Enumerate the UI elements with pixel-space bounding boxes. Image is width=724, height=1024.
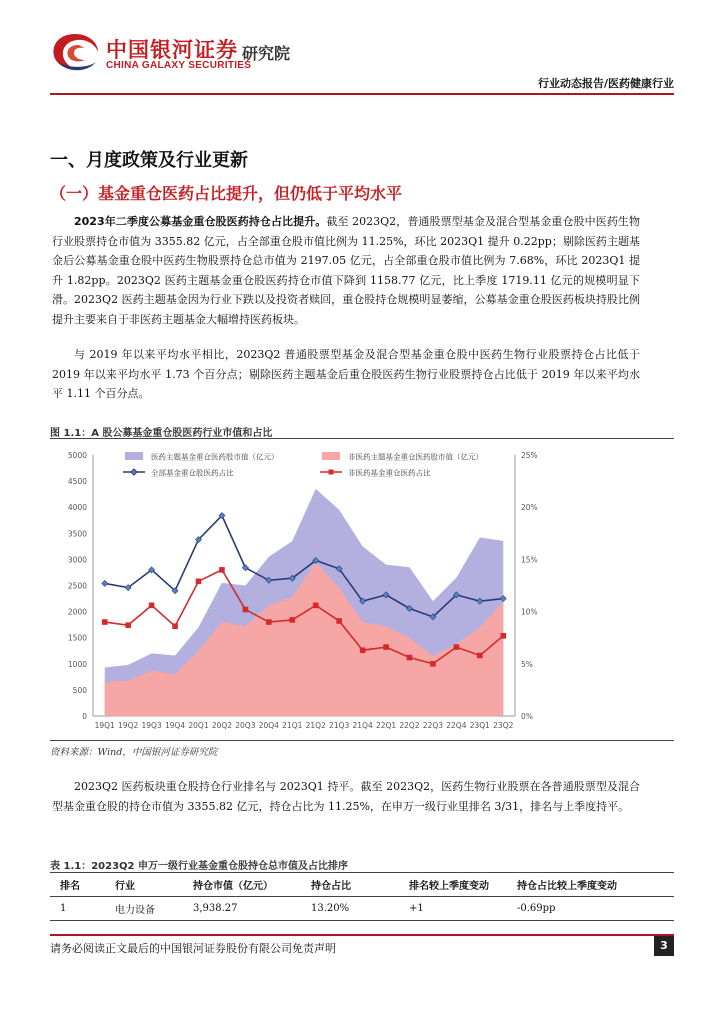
series-line-non-pharma-share-point xyxy=(102,619,108,625)
series-line-non-pharma-share-point xyxy=(149,603,155,609)
x-tick-label: 19Q1 xyxy=(94,721,115,730)
figure-caption: 图 1.1：A 股公募基金重仓股医药行业市值和占比 xyxy=(50,428,273,439)
series-line-non-pharma-share-point xyxy=(360,647,366,653)
x-tick-label: 22Q1 xyxy=(375,721,397,730)
y-left-tick-label: 5000 xyxy=(67,451,87,460)
logo-company-name: 中国银河证券 xyxy=(106,38,238,62)
y-right-tick-label: 10% xyxy=(521,607,538,617)
report-type-label: 行业动态报告/医药健康行业 xyxy=(537,77,674,90)
y-right-tick-label: 25% xyxy=(521,451,538,460)
y-right-tick-label: 5% xyxy=(521,659,533,669)
y-left-tick-label: 3000 xyxy=(67,555,87,565)
x-tick-label: 21Q2 xyxy=(305,721,326,730)
footer-divider xyxy=(50,934,674,936)
legend-label: 非医药基金重仓医药占比 xyxy=(348,468,431,478)
table-caption: 表 1.1：2023Q2 申万一级行业基金重仓股持仓总市值及占比排序 xyxy=(50,861,348,872)
galaxy-logo-icon xyxy=(48,30,102,74)
table-header-cell: 排名较上季度变动 xyxy=(409,873,517,897)
paragraph-3: 2023Q2 医药板块重仓股持仓行业排名与 2023Q1 持平。截至 2023Q2，医药生物行业股票在各普通股票型及混合型基金重仓股的持仓市值为 3355.82 亿元，持仓占比为 11.25%，在申万一级行业里排名 3/31，排名与上季度持平。 xyxy=(52,780,640,813)
y-left-tick-label: 4500 xyxy=(67,477,87,487)
x-tick-label: 21Q1 xyxy=(282,721,303,730)
series-line-non-pharma-share-point xyxy=(383,644,389,650)
x-tick-label: 20Q4 xyxy=(258,721,279,730)
table-header-cell: 持仓占比较上季度变动 xyxy=(517,873,674,897)
y-right-tick-label: 0% xyxy=(521,712,533,721)
series-line-non-pharma-share-point xyxy=(407,655,413,661)
y-left-tick-label: 1500 xyxy=(67,633,87,643)
table-cell: -0.69pp xyxy=(517,897,674,921)
x-tick-label: 19Q2 xyxy=(118,721,139,730)
fund-holdings-chart xyxy=(50,442,550,738)
logo-institute: 研究院 xyxy=(242,44,291,63)
paragraph-1-body: 截至 2023Q2，普通股票型基金及混合型基金重仓股中医药生物行业股票持仓市值为 3355.82 亿元，占全部重仓股市值比例为 11.25%，环比 2023Q1 提升 0.22pp；剔除医药主题基金后公募基金重仓股中医药生物股票持仓总市值为 2197.05 亿元，占全部重仓股市值比例为 7.68%，环比 2023Q1 提升 1.82pp。2023Q2 医药主题基金重仓股医药持仓市值下降到 1158.77 亿元，比上季度 1719.11 亿元的规模明显下滑。2023Q2 医药主题基金因为行业下跌以及投资者赎回，重仓股持仓规模明显萎缩，公募基金重仓股医药板块持股比例提升主要来自于非医药主题基金大幅增持医药板块。 xyxy=(52,215,640,326)
series-line-non-pharma-share-point xyxy=(500,633,506,639)
y-left-tick-label: 2500 xyxy=(67,581,87,591)
figure-rule xyxy=(50,438,674,439)
table-cell: 13.20% xyxy=(311,897,409,921)
series-line-non-pharma-share-point xyxy=(289,617,295,623)
series-line-non-pharma-share-point xyxy=(336,618,342,624)
paragraph-2: 与 2019 年以来平均水平相比，2023Q2 普通股票型基金及混合型基金重仓股中医药生物行业股票持仓占比低于 2019 年以来平均水平 1.73 个百分点；剔除医药主题基金后重仓股医药生物行业股票持仓占比低于 2019 年以来平均水平 1.11 个百分点。 xyxy=(52,348,640,400)
legend-label: 医药主题基金重仓医药股市值（亿元） xyxy=(151,452,279,462)
series-line-non-pharma-share-point xyxy=(454,644,460,650)
table-header-cell: 持仓占比 xyxy=(311,873,409,897)
legend-marker xyxy=(131,469,137,475)
legend-swatch xyxy=(322,452,340,460)
table-header-cell: 行业 xyxy=(115,873,193,897)
series-line-non-pharma-share-point xyxy=(313,603,319,609)
y-left-tick-label: 1000 xyxy=(67,659,87,669)
y-left-tick-label: 2000 xyxy=(67,607,87,617)
series-line-non-pharma-share-point xyxy=(196,579,202,585)
industry-ranking-table xyxy=(50,872,674,921)
table-header-row xyxy=(50,873,674,897)
series-line-all-funds-share-point xyxy=(102,580,108,586)
legend-swatch xyxy=(125,452,143,460)
table-cell: 电力设备 xyxy=(115,897,193,921)
table-cell: +1 xyxy=(409,897,517,921)
y-right-tick-label: 15% xyxy=(521,555,538,565)
x-tick-label: 20Q1 xyxy=(188,721,209,730)
series-line-non-pharma-share-point xyxy=(219,567,225,573)
table-header-cell: 排名 xyxy=(50,873,115,897)
legend-label: 非医药主题基金重仓医药股市值（亿元） xyxy=(348,452,483,462)
header-divider xyxy=(50,93,674,95)
x-tick-label: 22Q4 xyxy=(446,721,467,730)
figure-bottom-rule xyxy=(50,740,674,741)
x-tick-label: 23Q2 xyxy=(493,721,514,730)
x-tick-label: 23Q1 xyxy=(469,721,490,730)
legend-marker xyxy=(329,470,334,475)
paragraph-1 xyxy=(52,212,640,329)
x-tick-label: 21Q3 xyxy=(329,721,350,730)
section-subtitle: （一）基金重仓医药占比提升，但仍低于平均水平 xyxy=(50,184,403,203)
series-line-non-pharma-share-point xyxy=(172,623,178,629)
table-header-cell: 持仓市值（亿元） xyxy=(193,873,311,897)
table-row xyxy=(50,897,674,921)
x-tick-label: 21Q4 xyxy=(352,721,373,730)
section-title: 一、月度政策及行业更新 xyxy=(50,150,248,171)
x-tick-label: 22Q3 xyxy=(422,721,444,730)
x-tick-label: 20Q3 xyxy=(235,721,256,730)
x-tick-label: 22Q2 xyxy=(399,721,420,730)
series-line-non-pharma-share-point xyxy=(266,619,272,625)
x-tick-label: 19Q4 xyxy=(164,721,186,730)
y-right-tick-label: 20% xyxy=(521,503,538,513)
logo-english-name: CHINA GALAXY SECURITIES xyxy=(106,60,252,71)
series-line-non-pharma-share-point xyxy=(477,653,483,659)
y-left-tick-label: 3500 xyxy=(67,529,87,539)
figure-source: 资料来源：Wind，中国银河证券研究院 xyxy=(50,747,218,758)
x-tick-label: 20Q2 xyxy=(211,721,233,730)
y-left-tick-label: 0 xyxy=(82,712,87,721)
x-tick-label: 19Q3 xyxy=(141,721,162,730)
y-left-tick-label: 500 xyxy=(72,685,87,695)
table-cell: 1 xyxy=(50,897,115,921)
series-line-non-pharma-share-point xyxy=(430,661,436,667)
series-line-non-pharma-share-point xyxy=(125,622,131,628)
legend-label: 全部基金重仓股医药占比 xyxy=(151,468,234,478)
footer-disclaimer: 请务必阅读正文最后的中国银河证券股份有限公司免责声明 xyxy=(50,942,336,955)
y-left-tick-label: 4000 xyxy=(67,503,87,513)
series-line-non-pharma-share-point xyxy=(243,607,249,613)
table-cell: 3,938.27 xyxy=(193,897,311,921)
page-number: 3 xyxy=(654,936,674,956)
paragraph-1-lead: 2023年二季度公募基金重仓股医药持仓占比提升。 xyxy=(74,215,327,228)
series-line-all-funds-share-point xyxy=(242,565,248,571)
